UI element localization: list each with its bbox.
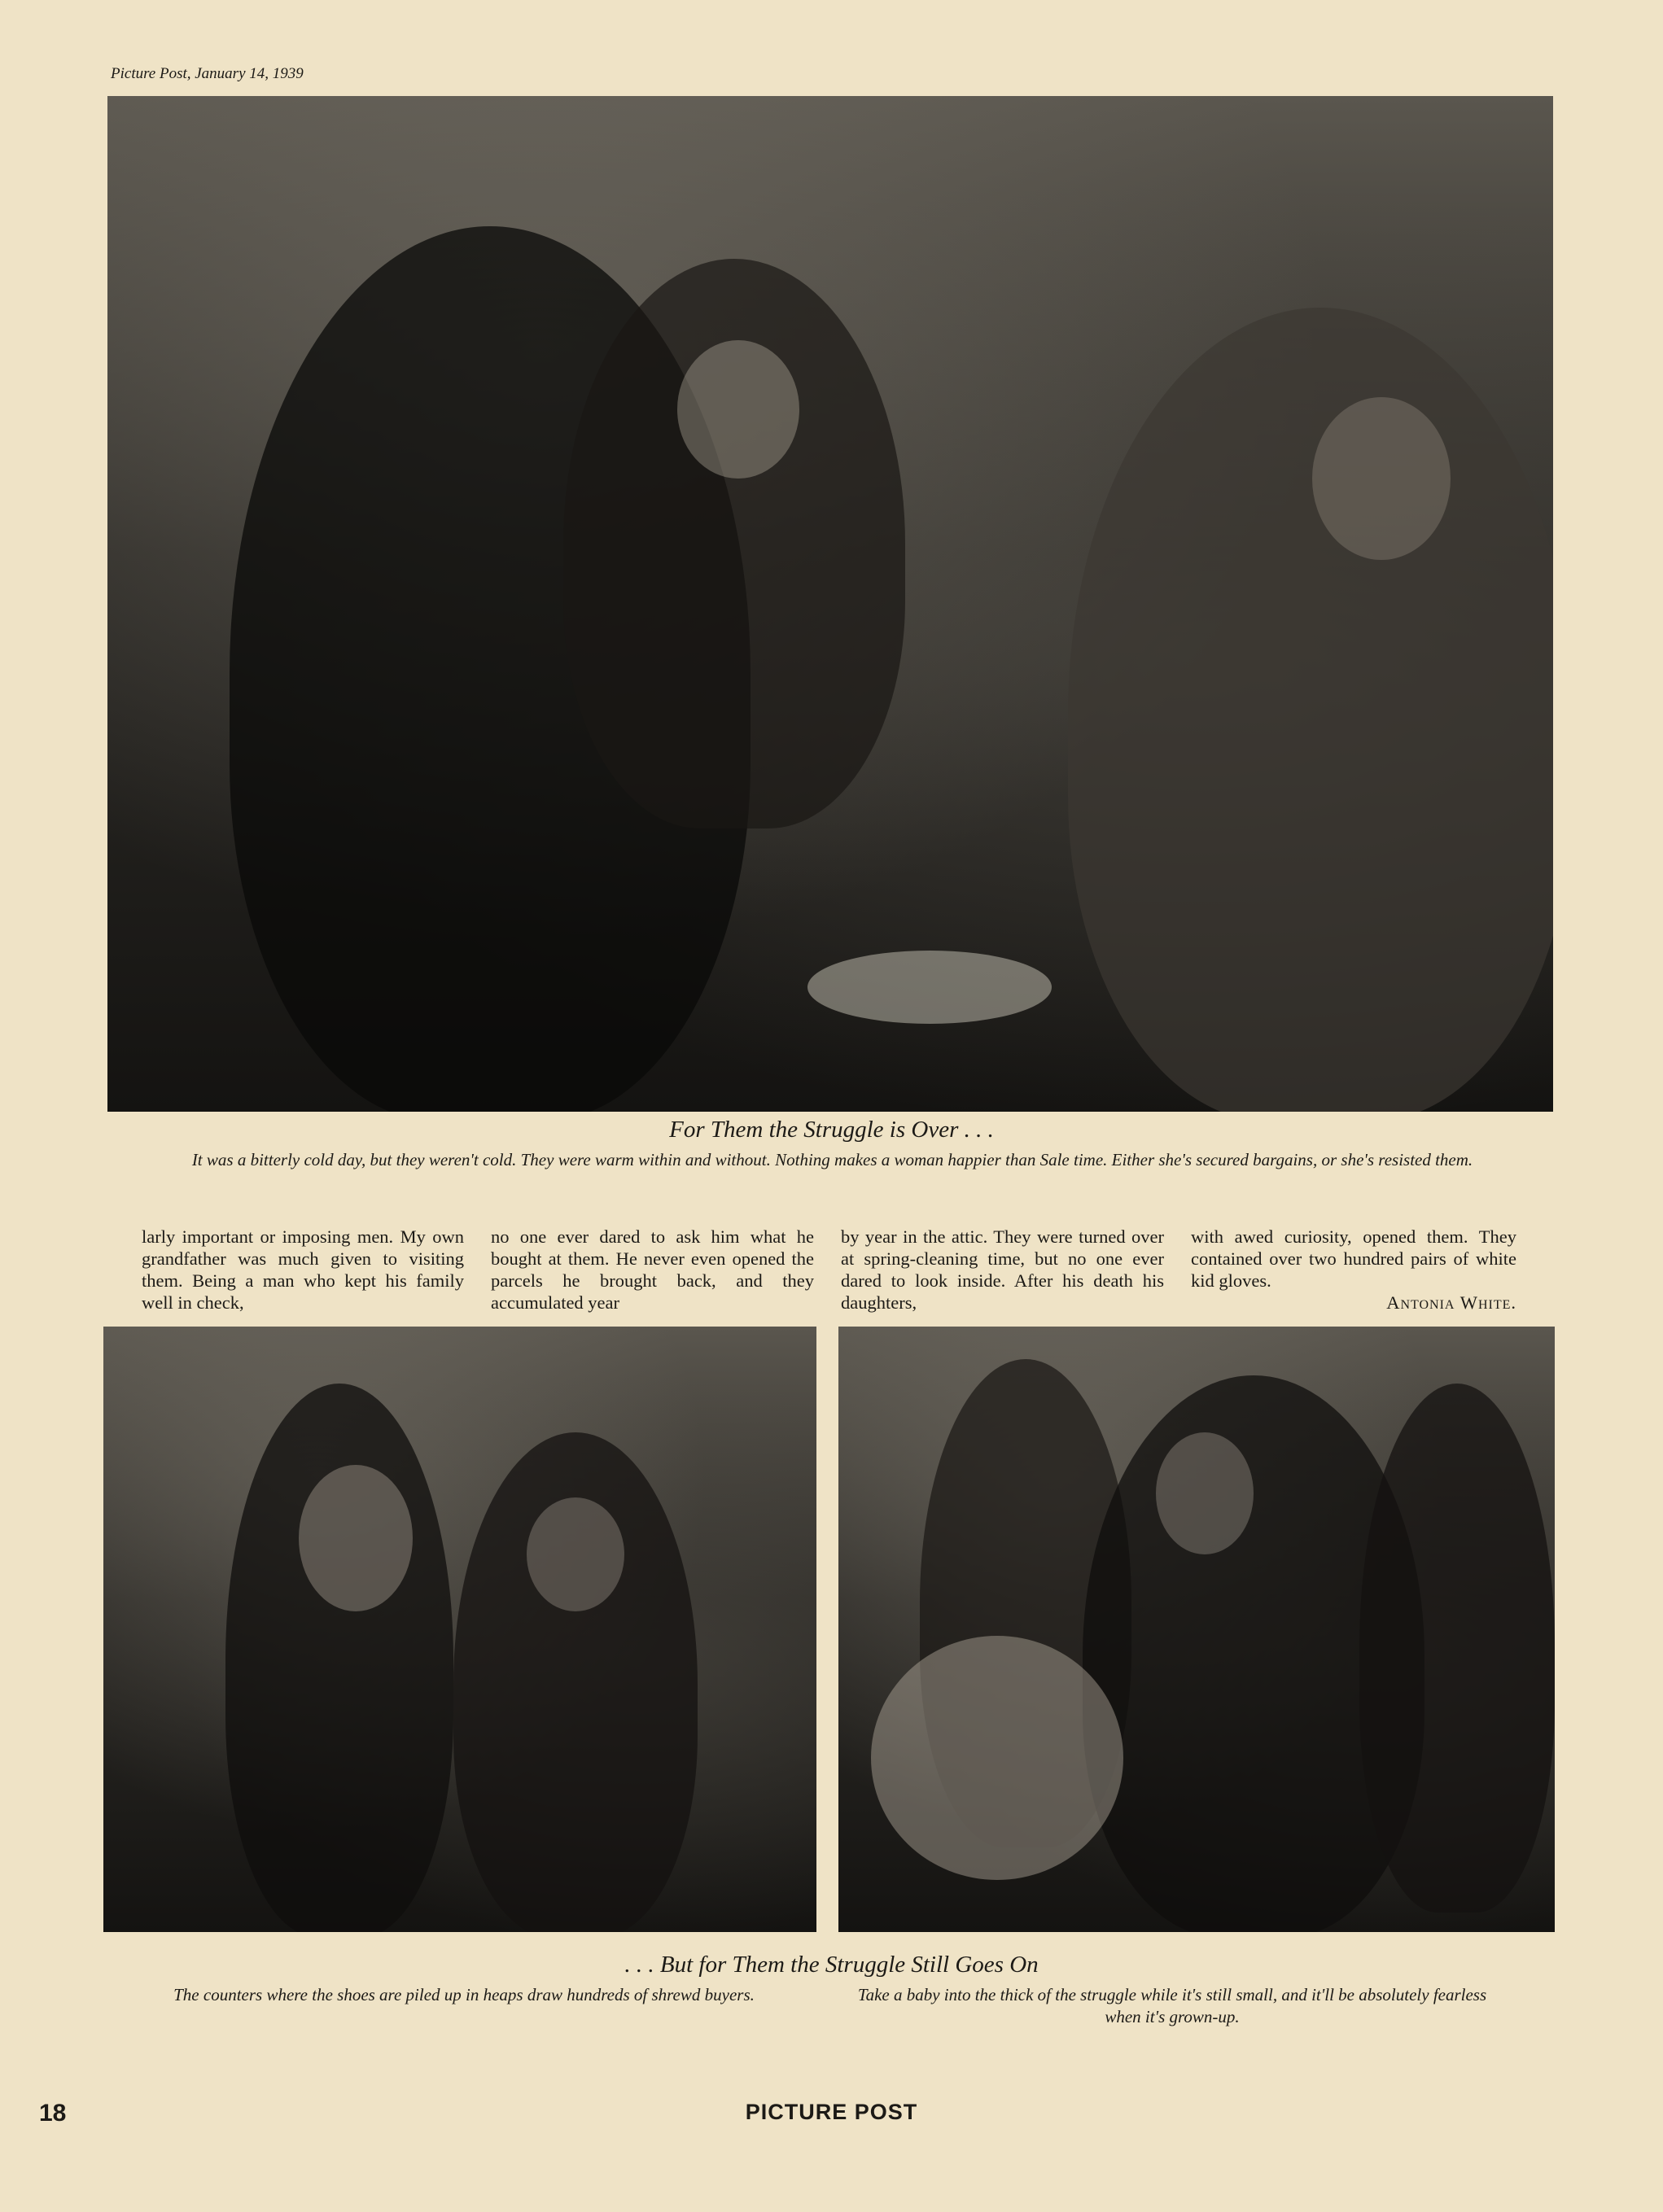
top-caption-title: For Them the Struggle is Over . . .: [669, 1117, 994, 1143]
article-column-1: larly important or imposing men. My own grandfather was much given to visiting them. Being a man who kept his family well in check,: [142, 1226, 464, 1313]
article-column-4: with awed curiosity, opened them. They contained over two hundred pairs of white kid gloves. Antonia White.: [1191, 1226, 1516, 1313]
publication-dateline: Picture Post, January 14, 1939: [111, 65, 304, 82]
right-photo-caption: Take a baby into the thick of the struggle while it's still small, and it'll be absolutely fearless when it's grown-up.: [857, 1985, 1487, 2026]
baby-shopper-photo: [838, 1327, 1555, 1932]
top-caption-text: It was a bitterly cold day, but they weren't cold. They were warm within and without. Nothing makes a woman happier than Sale time. Either she's secured bargains, or she's resisted them.: [191, 1150, 1473, 1169]
article-column-2: no one ever dared to ask him what he bought at them. He never even opened the parcels he brought back, and they accumulated year: [491, 1226, 814, 1313]
masthead: PICTURE POST: [745, 2100, 918, 2124]
page-number: 18: [39, 2100, 67, 2127]
shoe-counter-photo: [103, 1327, 816, 1932]
article-column-3: by year in the attic. They were turned over at spring-cleaning time, but no one ever dared to look inside. After his death his daughters,: [841, 1226, 1164, 1313]
bottom-caption-title: . . . But for Them the Struggle Still Goes On: [624, 1952, 1039, 1978]
author-byline: Antonia White.: [1386, 1292, 1516, 1313]
cafe-photo: [107, 96, 1553, 1112]
left-photo-caption: The counters where the shoes are piled up in heaps draw hundreds of shrewd buyers.: [173, 1985, 755, 2004]
